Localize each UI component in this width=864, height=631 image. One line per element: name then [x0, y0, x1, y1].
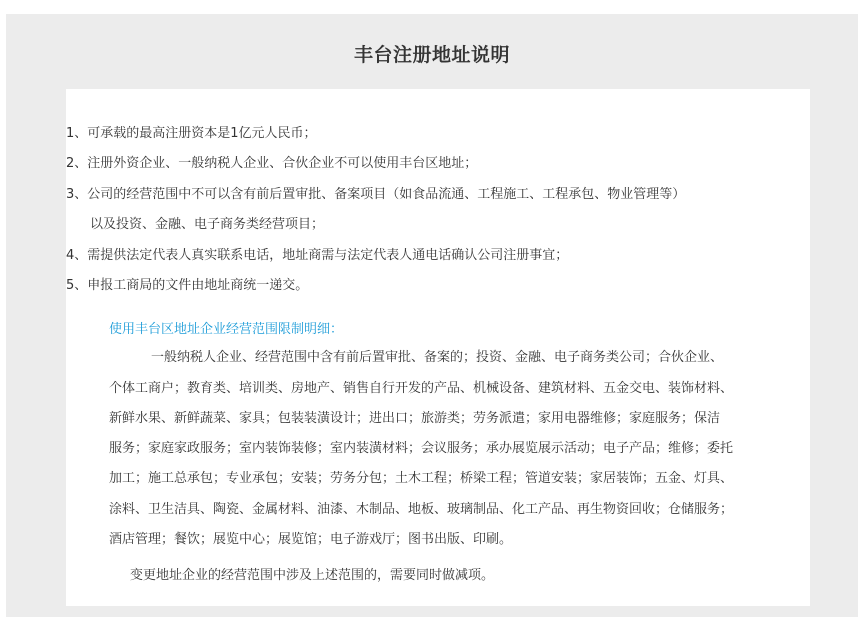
- rule-item-2: 2、注册外资企业、一般纳税人企业、合伙企业不可以使用丰台区地址；: [66, 156, 478, 171]
- restriction-line-4: 服务；家庭家政服务；室内装饰装修；室内装潢材料；会议服务；承办展览展示活动；电子产品；维修；委托: [109, 441, 734, 456]
- restriction-line-2: 个体工商户；教育类、培训类、房地产、销售自行开发的产品、机械设备、建筑材料、五金交电、装饰材料、: [109, 381, 734, 396]
- rule-item-5: 5、申报工商局的文件由地址商统一递交。: [66, 278, 309, 293]
- page-container: [6, 14, 858, 617]
- restriction-line-6: 涂料、卫生洁具、陶瓷、金属材料、油漆、木制品、地板、玻璃制品、化工产品、再生物资回收；仓储服务；: [109, 502, 734, 517]
- rule-item-3: 3、公司的经营范围中不可以含有前后置审批、备案项目（如食品流通、工程施工、工程承包、物业管理等）: [66, 187, 686, 202]
- restriction-line-3: 新鲜水果、新鲜蔬菜、家具；包装装潢设计；进出口；旅游类；劳务派遣；家用电器维修；家庭服务；保洁: [109, 411, 721, 426]
- page-title: 丰台注册地址说明: [353, 44, 510, 66]
- restriction-subtitle: 使用丰台区地址企业经营范围限制明细：: [109, 322, 344, 337]
- restriction-line-7: 酒店管理；餐饮；展览中心；展览馆；电子游戏厅；图书出版、印刷。: [109, 532, 513, 547]
- content-panel: [66, 89, 810, 606]
- restriction-line-1: 一般纳税人企业、经营范围中含有前后置审批、备案的；投资、金融、电子商务类公司；合伙企业、: [151, 350, 724, 365]
- rule-item-1: 1、可承载的最高注册资本是1亿元人民币；: [66, 126, 317, 141]
- rule-item-3-continued: 以及投资、金融、电子商务类经营项目；: [90, 217, 325, 232]
- restriction-line-5: 加工；施工总承包；专业承包；安装；劳务分包；土木工程；桥梁工程；管道安装；家居装饰；五金、灯具、: [109, 471, 734, 486]
- rule-item-4: 4、需提供法定代表人真实联系电话，地址商需与法定代表人通电话确认公司注册事宜；: [66, 248, 569, 263]
- closing-note: 变更地址企业的经营范围中涉及上述范围的，需要同时做减项。: [130, 568, 495, 583]
